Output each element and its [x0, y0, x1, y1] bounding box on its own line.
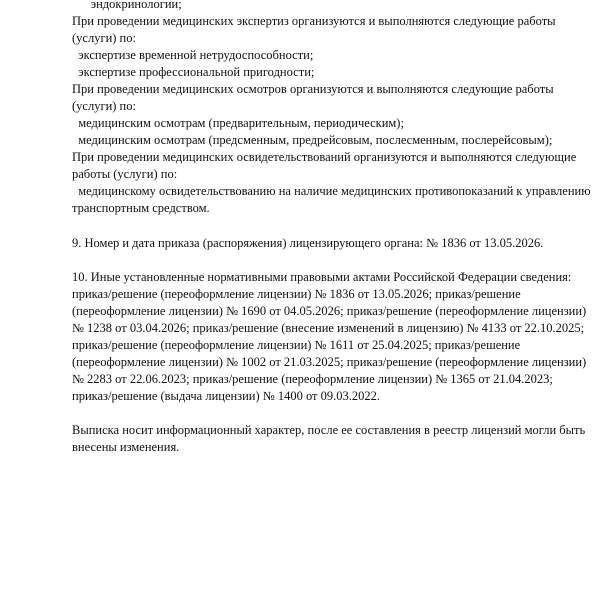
- disclaimer-line: Выписка носит информационный характер, после ее составления в реестр лицензий могли быть: [72, 423, 586, 437]
- other-info-heading: 10. Иные установленные нормативными правовыми актами Российской Федерации сведения:: [72, 270, 572, 284]
- text-line: При проведении медицинских осмотров организуются и выполняются следующие работы: [72, 82, 554, 96]
- text-line: эндокринологии;: [72, 0, 182, 11]
- text-line: (переоформление лицензии) № 1690 от 04.05.2026; приказ/решение (переоформление лицензии): [72, 304, 587, 318]
- text-line: медицинским осмотрам (предсменным, предрейсовым, послесменным, послерейсовым);: [72, 133, 553, 147]
- text-line: транспортным средством.: [72, 201, 210, 215]
- text-line: приказ/решение (выдача лицензии) № 1400 от 09.03.2022.: [72, 389, 381, 403]
- text-line: (услуги) по:: [72, 31, 136, 45]
- text-line: медицинским осмотрам (предварительным, периодическим);: [72, 116, 404, 130]
- text-line: приказ/решение (переоформление лицензии) № 1836 от 13.05.2026; приказ/решение: [72, 287, 521, 301]
- disclaimer-line: внесены изменения.: [72, 440, 180, 454]
- text-line: приказ/решение (переоформление лицензии) № 1611 от 25.04.2025; приказ/решение: [72, 338, 521, 352]
- text-line: (переоформление лицензии) № 1002 от 21.03.2025; приказ/решение (переоформление лицензии): [72, 355, 587, 369]
- text-line: При проведении медицинских освидетельствований организуются и выполняются следующие: [72, 150, 577, 164]
- text-line: При проведении медицинских экспертиз организуются и выполняются следующие работы: [72, 14, 556, 28]
- license-order-heading: 9. Номер и дата приказа (распоряжения) лицензирующего органа: № 1836 от 13.05.2026.: [72, 236, 544, 250]
- text-line: № 1238 от 03.04.2026; приказ/решение (внесение изменений в лицензию) № 4133 от 22.10.2025;: [72, 321, 585, 335]
- text-line: экспертизе временной нетрудоспособности;: [72, 48, 314, 62]
- text-line: медицинскому освидетельствованию на наличие медицинских противопоказаний к управлению: [72, 184, 591, 198]
- text-line: № 2283 от 22.06.2023; приказ/решение (переоформление лицензии) № 1365 от 21.04.2023;: [72, 372, 553, 386]
- text-line: экспертизе профессиональной пригодности;: [72, 65, 315, 79]
- text-line: работы (услуги) по:: [72, 167, 178, 181]
- text-line: (услуги) по:: [72, 99, 136, 113]
